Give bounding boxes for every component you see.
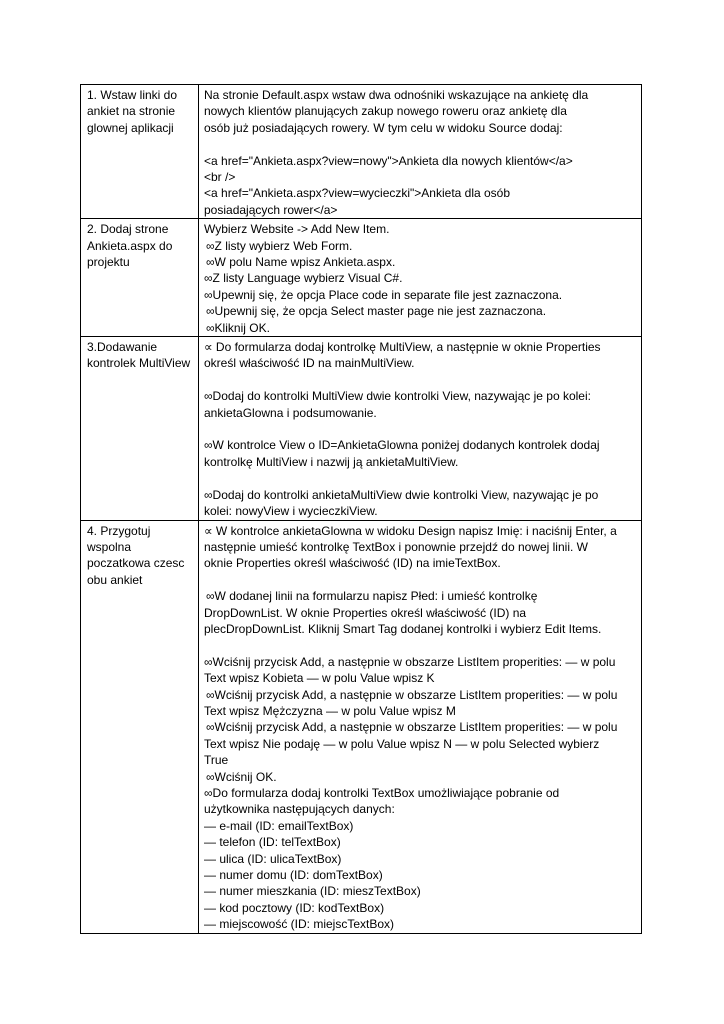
instruction-line: ∞Do formularza dodaj kontrolki TextBox umożliwiające pobranie od <box>204 785 560 800</box>
instruction-cell <box>199 520 642 933</box>
instruction-line: ∞Upewnij się, że opcja Select master page nie jest zaznaczona. <box>206 304 547 319</box>
instruction-line: ∞Dodaj do kontrolki ankietaMultiView dwie kontrolki View, nazywając je po <box>204 487 599 502</box>
step-cell: 1. Wstaw linki do ankiet na stronie glownej aplikacji <box>81 85 199 219</box>
blank-line <box>204 637 637 653</box>
instructions-table <box>80 84 642 934</box>
step-cell: 4. Przygotuj wspolna poczatkowa czesc obu ankiet <box>81 520 199 933</box>
list-item: — kod pocztowy (ID: kodTextBox) <box>204 900 385 915</box>
instruction-line: True <box>204 753 229 768</box>
list-item: — miejscowość (ID: miejscTextBox) <box>204 917 395 932</box>
table-row <box>81 85 642 219</box>
instruction-line: Text wpisz Mężczyzna — w polu Value wpisz M <box>204 703 456 718</box>
instruction-line: ∞W kontrolce View o ID=AnkietaGlowna poniżej dodanych kontrolek dodaj <box>204 438 600 453</box>
step-cell: 2. Dodaj strone Ankieta.aspx do projektu <box>81 219 199 337</box>
table-row <box>81 520 642 933</box>
table-row <box>81 219 642 337</box>
instruction-line: ∞Z listy Language wybierz Visual C#. <box>204 271 403 286</box>
instruction-line: kolei: nowyView i wycieczkiView. <box>204 504 378 519</box>
instruction-line: Wybierz Website -> Add New Item. <box>204 222 390 237</box>
list-item: — numer mieszkania (ID: mieszTextBox) <box>204 884 421 899</box>
instruction-line: użytkownika następujących danych: <box>204 802 395 817</box>
instruction-line: osób już posiadających rowery. W tym celu w widoku Source dodaj: <box>204 120 563 135</box>
instruction-line: ankietaGlowna i podsumowanie. <box>204 405 377 420</box>
instruction-line: następnie umieść kontrolkę TextBox i ponownie przejdź do nowej linii. W <box>204 539 588 554</box>
instruction-line: określ właściwość ID na mainMultiView. <box>204 356 415 371</box>
instruction-line: ∞Dodaj do kontrolki MultiView dwie kontrolki View, nazywając je po kolei: <box>204 389 591 404</box>
blank-line <box>204 136 637 152</box>
instruction-line: plecDropDownList. Kliknij Smart Tag dodanej kontrolki i wybierz Edit Items. <box>204 621 602 636</box>
blank-line <box>204 572 637 588</box>
code-line: <a href="Ankieta.aspx?view=nowy">Ankieta dla nowych klientów</a> <box>204 153 573 168</box>
table-row <box>81 337 642 520</box>
instruction-cell <box>199 85 642 219</box>
instruction-line: ∞Wciśnij przycisk Add, a następnie w obszarze ListItem properities: — w polu <box>204 654 616 669</box>
blank-line <box>204 470 637 486</box>
code-line: <br /> <box>204 170 236 185</box>
instruction-line: DropDownList. W oknie Properties określ właściwość (ID) na <box>204 605 527 620</box>
instruction-cell <box>199 219 642 337</box>
instruction-line: ∞W dodanej linii na formularzu napisz Płed: i umieść kontrolkę <box>206 589 538 604</box>
step-cell: 3.Dodawanie kontrolek MultiView <box>81 337 199 520</box>
list-item: — telefon (ID: telTextBox) <box>204 835 341 850</box>
list-item: — e-mail (ID: emailTextBox) <box>204 818 354 833</box>
instruction-line: ∝ Do formularza dodaj kontrolkę MultiView, a następnie w oknie Properties <box>204 340 601 355</box>
instruction-line: ∞Wciśnij OK. <box>206 769 277 784</box>
instruction-line: ∞Wciśnij przycisk Add, a następnie w obszarze ListItem properities: — w polu <box>206 687 618 702</box>
instruction-line: Text wpisz Nie podaję — w polu Value wpisz N — w polu Selected wybierz <box>204 736 600 751</box>
instruction-cell <box>199 337 642 520</box>
instruction-line: ∞W polu Name wpisz Ankieta.aspx. <box>206 255 396 270</box>
instruction-line: oknie Properties określ właściwość (ID) na imieTextBox. <box>204 556 501 571</box>
instruction-line: ∞Kliknij OK. <box>206 320 270 335</box>
blank-line <box>204 372 637 388</box>
code-line: <a href="Ankieta.aspx?view=wycieczki">Ankieta dla osób <box>204 186 511 201</box>
instruction-line: Na stronie Default.aspx wstaw dwa odnośniki wskazujące na ankietę dla <box>204 88 589 102</box>
instruction-line: ∞Wciśnij przycisk Add, a następnie w obszarze ListItem properities: — w polu <box>206 720 618 735</box>
instruction-line: kontrolkę MultiView i nazwij ją ankietaMultiView. <box>204 454 459 469</box>
instruction-line: Text wpisz Kobieta — w polu Value wpisz K <box>204 671 435 686</box>
list-item: — ulica (ID: ulicaTextBox) <box>204 851 342 866</box>
code-line: posiadających rower</a> <box>204 202 338 217</box>
instruction-line: nowych klientów planujących zakup nowego roweru oraz ankietę dla <box>204 104 567 119</box>
instruction-line: ∝ W kontrolce ankietaGlowna w widoku Design napisz Imię: i naciśnij Enter, a <box>204 523 617 538</box>
list-item: — numer domu (ID: domTextBox) <box>204 868 383 882</box>
instruction-line: ∞Upewnij się, że opcja Place code in separate file jest zaznaczona. <box>204 287 563 302</box>
blank-line <box>204 421 637 437</box>
instruction-line: ∞Z listy wybierz Web Form. <box>206 238 353 253</box>
